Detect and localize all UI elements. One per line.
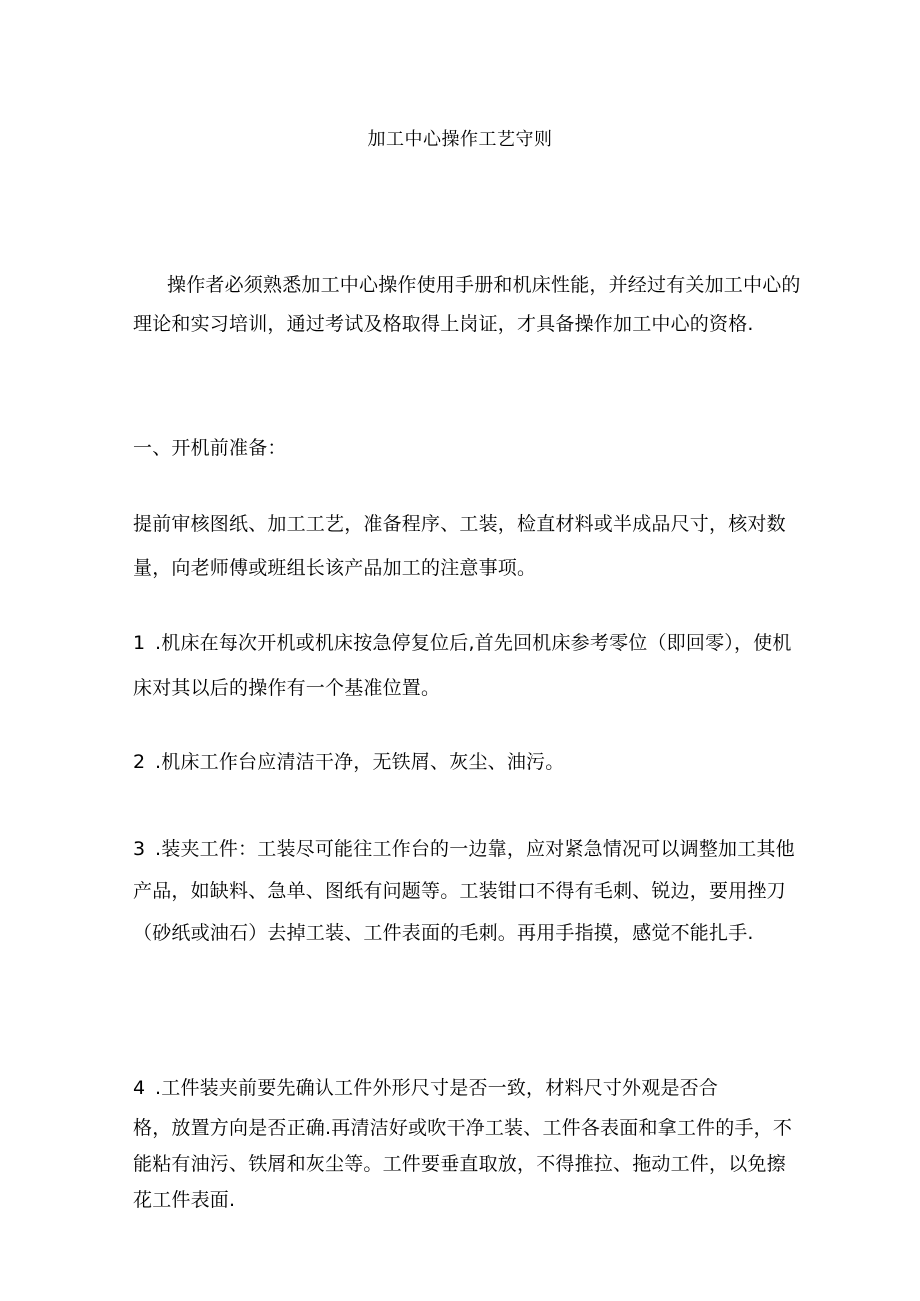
list-item-number: 1 [133, 632, 146, 654]
list-item-text: .装夹工件：工装尽可能往工作台的一边靠，应对紧急情况可以调整加工其他产品，如缺料、急单、图纸有问题等。工装钳口不得有毛刺、锐边，要用挫刀（砂纸或油石）去掉工装、工件表面的毛刺。再用手指摸，感觉不能扎手. [133, 838, 795, 944]
list-item [133, 621, 803, 711]
list-item [133, 1073, 803, 1103]
document-title: 加工中心操作工艺守则 [367, 129, 553, 150]
list-item-text: .工件装夹前要先确认工件外形尺寸是否一致，材料尺寸外观是否合 [155, 1077, 719, 1099]
list-item-text: .机床在每次开机或机床按急停复位后,首先回机床参考零位（即回零），使机床对其以后的操作有一个基准位置。 [133, 632, 792, 699]
list-item-text: .机床工作台应清洁干净，无铁屑、灰尘、油污。 [155, 751, 565, 773]
list-item [133, 828, 803, 954]
list-item-number: 2 [133, 751, 146, 773]
list-item-number: 3 [133, 838, 146, 860]
list-item-number: 4 [133, 1077, 146, 1099]
list-item-continuation: 格，放置方向是否正确.再清洁好或吹干净工装、工件各表面和拿工件的手，不能粘有油污、铁屑和灰尘等。工件要垂直取放，不得推拉、拖动工件，以免擦花工件表面. [133, 1117, 793, 1211]
list-item [133, 747, 803, 777]
preparation-paragraph: 提前审核图纸、加工工艺，准备程序、工装，检直材料或半成品尺寸，核对数量，向老师傅或班组长该产品加工的注意事项。 [133, 513, 786, 579]
intro-paragraph: 操作者必须熟悉加工中心操作使用手册和机床性能，并经过有关加工中心的理论和实习培训，通过考试及格取得上岗证，才具备操作加工中心的资格. [133, 274, 801, 335]
section-heading: 一、开机前准备： [133, 437, 287, 459]
